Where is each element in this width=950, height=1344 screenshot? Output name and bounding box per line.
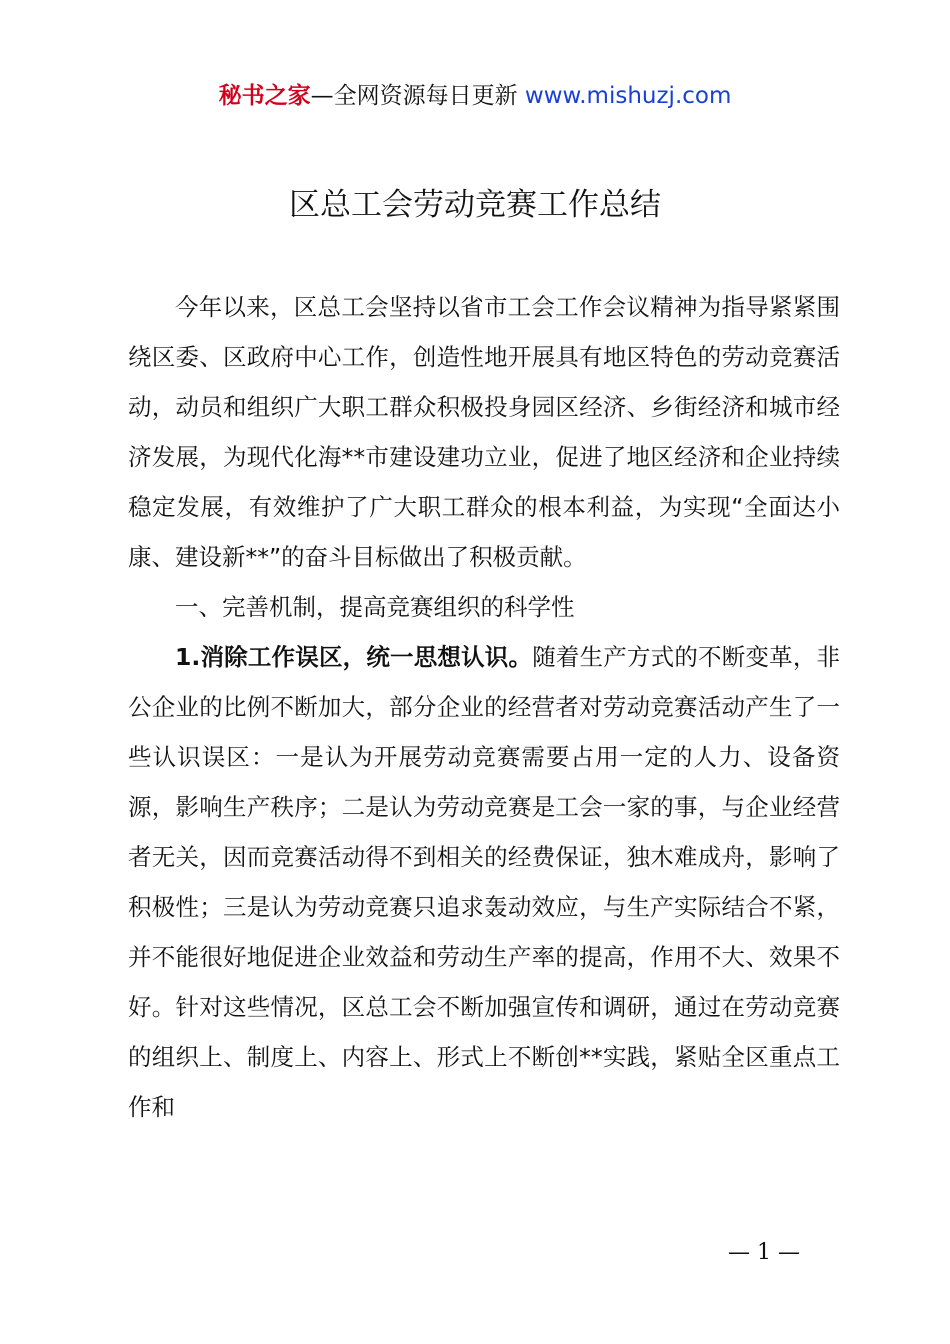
item-text: 随着生产方式的不断变革，非公企业的比例不断加大，部分企业的经营者对劳动竞赛活动产生了一些认识误区：一是认为开展劳动竞赛需要占用一定的人力、设备资源，影响生产秩序；二是认为劳动竞赛是工会一家的事，与企业经营者无关，因而竞赛活动得不到相关的经费保证，独木难成舟，影响了积极性；三是认为劳动竞赛只追求轰动效应，与生产实际结合不紧，并不能很好地促进企业效益和劳动生产率的提高，作用不大、效果不好。针对这些情况，区总工会不断加强宣传和调研，通过在劳动竞赛的组织上、制度上、内容上、形式上不断创**实践，紧贴全区重点工作和 (128, 643, 841, 1121)
site-url-link[interactable]: www.mishuzj.com (524, 83, 732, 109)
document-body (128, 282, 840, 1132)
section-heading: 一、完善机制，提高竞赛组织的科学性 (175, 593, 575, 621)
document-title: 区总工会劳动竞赛工作总结 (289, 187, 661, 223)
page-number: — 1 — (728, 1240, 800, 1265)
brand-name: 秘书之家 (218, 83, 311, 109)
item-lead: 1.消除工作误区，统一思想认识。 (175, 643, 533, 671)
header-tagline: —全网资源每日更新 (310, 83, 525, 109)
intro-paragraph: 今年以来，区总工会坚持以省市工会工作会议精神为指导紧紧围绕区委、区政府中心工作，创造性地开展具有地区特色的劳动竞赛活动，动员和组织广大职工群众积极投身园区经济、乡街经济和城市经济发展，为现代化海**市建设建功立业，促进了地区经济和企业持续稳定发展，有效维护了广大职工群众的根本利益，为实现“全面达小康、建设新**”的奋斗目标做出了积极贡献。 (128, 293, 840, 571)
site-header (0, 80, 950, 112)
item-paragraph (128, 632, 840, 1132)
